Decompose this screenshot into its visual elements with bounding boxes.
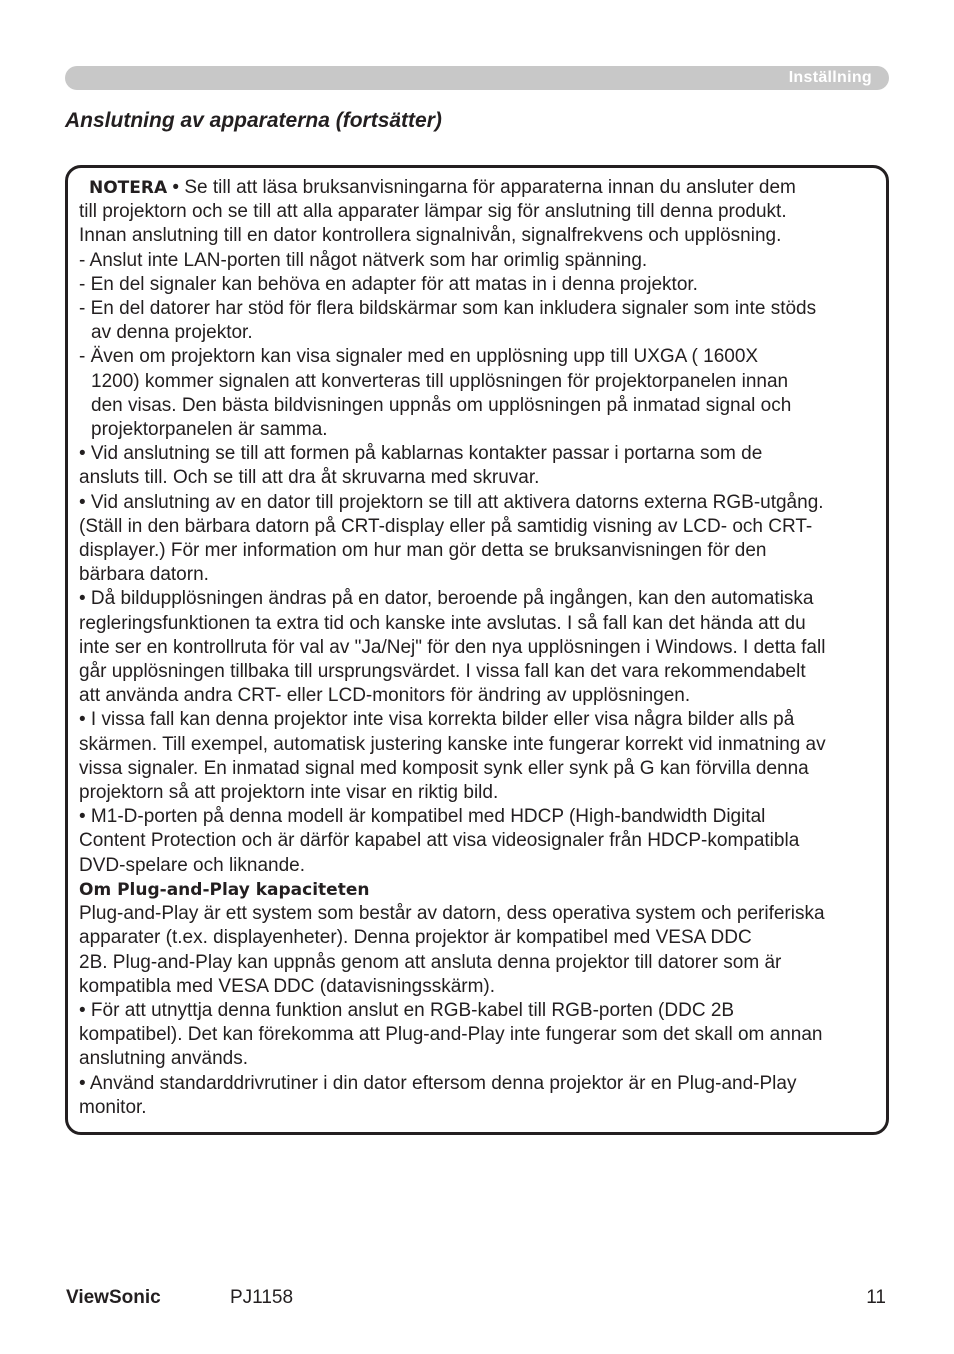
bullet-rgb-output-cont: (Ställ in den bärbara datorn på CRT-display eller på samtidig visning av LCD- och CRT-	[79, 515, 813, 537]
bullet-resolution-cont: att använda andra CRT- eller LCD-monitors för ändring av upplösningen.	[79, 685, 691, 707]
note-intro-text: • Se till att läsa bruksanvisningarna för apparaterna innan du ansluter dem	[172, 177, 796, 198]
note-intro-line	[79, 176, 885, 200]
pnp-bullet-rgb-cable-cont: anslutning används.	[79, 1048, 249, 1070]
bullet-image-issues-cont: skärmen. Till exempel, automatisk justering kanske inte fungerar korrekt vid inmatning av	[79, 733, 826, 755]
pnp-bullet-drivers-cont: monitor.	[79, 1096, 147, 1118]
footer-model: PJ1158	[230, 1287, 294, 1308]
bullet-hdcp-cont: DVD-spelare och liknande.	[79, 854, 306, 876]
bullet-rgb-output-cont: displayer.) För mer information om hur man gör detta se bruksanvisningen för den	[79, 540, 767, 562]
bullet-resolution-cont: inte ser en kontrollruta för val av "Ja/Nej" för den nya upplösningen i Windows. I detta fall	[79, 636, 826, 658]
pnp-bullet-drivers: • Använd standarddrivrutiner i din dator eftersom denna projektor är en Plug-and-Play	[79, 1072, 797, 1094]
dash-item-uxga-cont: projektorpanelen är samma.	[91, 419, 328, 441]
bullet-resolution-cont: regleringsfunktionen ta extra tid och kanske inte avslutas. I så fall kan det hända att du	[79, 612, 806, 634]
bullet-resolution: • Då bildupplösningen ändras på en dator, beroende på ingången, kan den automatiska	[79, 588, 814, 610]
note-label: NOTERA	[89, 178, 168, 198]
pnp-paragraph-cont: kompatibla med VESA DDC (datavisningsskärm).	[79, 975, 496, 997]
pnp-bullet-rgb-cable-cont: kompatibel). Det kan förekomma att Plug-and-Play inte fungerar som det skall om annan	[79, 1024, 823, 1046]
dash-item-multi-display-cont: av denna projektor.	[91, 322, 253, 344]
bullet-resolution-cont: går upplösningen tillbaka till ursprungsvärdet. I vissa fall kan det vara rekommendabelt	[79, 661, 806, 683]
note-box	[65, 165, 889, 1135]
dash-item-uxga: - Även om projektorn kan visa signaler med en upplösning upp till UXGA ( 1600X	[79, 346, 759, 368]
note-content	[79, 176, 885, 1120]
section-label: Inställning	[788, 69, 872, 86]
note-intro-line: till projektorn och se till att alla apparater lämpar sig för anslutning till denna produkt.	[79, 201, 787, 223]
header-bar	[65, 66, 889, 90]
pnp-paragraph-cont: 2B. Plug-and-Play kan uppnås genom att ansluta denna projektor till datorer som är	[79, 951, 782, 973]
dash-item-lan: - Anslut inte LAN-porten till något nätverk som har orimlig spänning.	[79, 249, 648, 271]
bullet-hdcp-cont: Content Protection och är därför kapabel att visa videosignaler från HDCP-kompatibla	[79, 830, 800, 852]
dash-item-adapter: - En del signaler kan behöva en adapter för att matas in i denna projektor.	[79, 273, 698, 295]
bullet-rgb-output: • Vid anslutning av en dator till projektorn se till att aktivera datorns externa RGB-utgång.	[79, 491, 824, 513]
dash-item-multi-display: - En del datorer har stöd för flera bildskärmar som kan inkludera signaler som inte stöds	[79, 298, 817, 320]
pnp-paragraph: Plug-and-Play är ett system som består av datorn, dess operativa system och periferiska	[79, 903, 825, 925]
bullet-rgb-output-cont: bärbara datorn.	[79, 564, 209, 586]
page-title: Anslutning av apparaterna (fortsätter)	[65, 109, 442, 132]
dash-item-uxga-cont: 1200) kommer signalen att konverteras till upplösningen för projektorpanelen innan	[91, 370, 789, 392]
footer-brand: ViewSonic	[66, 1287, 161, 1308]
pnp-bullet-rgb-cable: • För att utnyttja denna funktion anslut en RGB-kabel till RGB-porten (DDC 2B	[79, 999, 735, 1021]
bullet-image-issues-cont: vissa signaler. En inmatad signal med komposit synk eller synk på G kan förvilla denna	[79, 757, 809, 779]
dash-item-uxga-cont: den visas. Den bästa bildvisningen uppnås om upplösningen på inmatad signal och	[91, 394, 792, 416]
bullet-image-issues-cont: projektorn så att projektorn inte visar en riktig bild.	[79, 782, 499, 804]
note-intro-line: Innan anslutning till en dator kontrollera signalnivån, signalfrekvens och upplösning.	[79, 225, 782, 247]
bullet-image-issues: • I vissa fall kan denna projektor inte visa korrekta bilder eller visa några bilder alls på	[79, 709, 795, 731]
bullet-connectors-cont: ansluts till. Och se till att dra åt skruvarna med skruvar.	[79, 467, 540, 489]
bullet-hdcp: • M1-D-porten på denna modell är kompatibel med HDCP (High-bandwidth Digital	[79, 806, 766, 828]
page-number: 11	[866, 1287, 886, 1308]
bullet-connectors: • Vid anslutning se till att formen på kablarnas kontakter passar i portarna som de	[79, 443, 763, 465]
pnp-heading: Om Plug-and-Play kapaciteten	[79, 879, 370, 900]
pnp-paragraph-cont: apparater (t.ex. displayenheter). Denna projektor är kompatibel med VESA DDC	[79, 927, 752, 949]
